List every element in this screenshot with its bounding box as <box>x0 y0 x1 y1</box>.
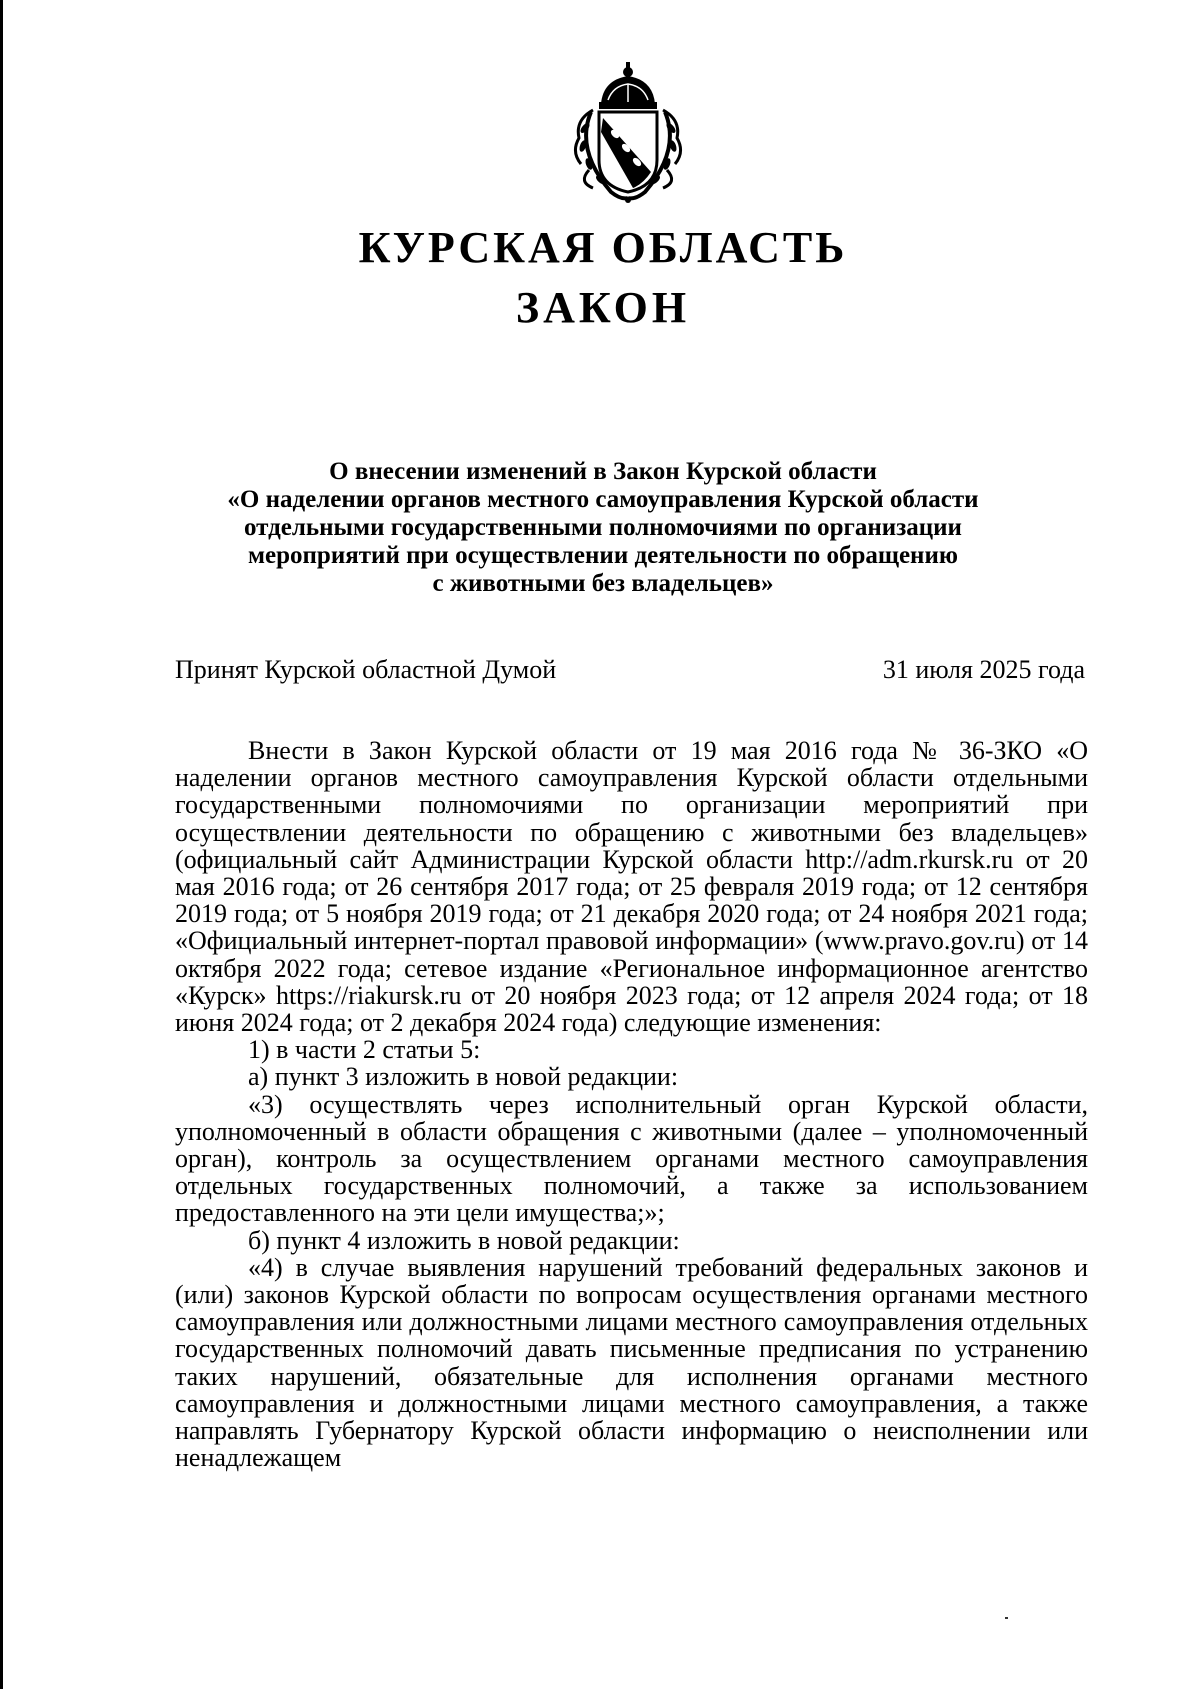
law-title-line: «О наделении органов местного самоуправления Курской области <box>227 486 979 513</box>
body-paragraph: Внести в Закон Курской области от 19 мая 2016 года № 36-ЗКО «О наделении органов местного самоуправления Курской области отдельными государственными полномочиями по организации мероприятий при осуществлении деятельности по обращению с животными без владельцев» (официальный сайт Администрации Курской области http://adm.rkursk.ru от 20 мая 2016 года; от 26 сентября 2017 года; от 25 февраля 2019 года; от 12 сентября 2019 года; от 5 ноября 2019 года; от 21 декабря 2020 года; от 24 ноября 2021 года; «Официальный интернет-портал правовой информации» (www.pravo.gov.ru) от 14 октября 2022 года; сетевое издание «Региональное информационное агентство «Курск» https://riakursk.ru от 20 ноября 2023 года; от 12 апреля 2024 года; от 18 июня 2024 года; от 2 декабря 2024 года) следующие изменения: <box>175 736 1088 1038</box>
law-title-line: мероприятий при осуществлении деятельности по обращению <box>248 542 958 569</box>
body-paragraph: «4) в случае выявления нарушений требований федеральных законов и (или) законов Курской области по вопросам осуществления органами местного самоуправления или должностными лицами местного самоуправления отдельных государственных полномочий давать письменные предписания по устранению таких нарушений, обязательные для исполнения органами местного самоуправления и должностными лицами местного самоуправления, а также направлять Губернатору Курской области информацию о неисполнении или ненадлежащем <box>175 1252 1088 1473</box>
adoption-label: Принят Курской областной Думой <box>175 655 557 684</box>
coat-of-arms-icon <box>563 60 693 205</box>
law-title-line: отдельными государственными полномочиями по организации <box>244 514 962 541</box>
body-paragraph: «3) осуществлять через исполнительный орган Курской области, уполномоченный в области обращения с животными (далее – уполномоченный орган), контроль за осуществлением органами местного самоуправления отдельных государственных полномочий, а также за использованием предоставленного на эти цели имущества;»; <box>175 1089 1088 1228</box>
law-title-line: О внесении изменений в Закон Курской области <box>329 458 877 485</box>
region-name: КУРСКАЯ ОБЛАСТЬ <box>358 223 848 272</box>
law-title <box>153 458 1053 598</box>
body-paragraph: 1) в части 2 статьи 5: <box>248 1035 481 1065</box>
law-body <box>175 737 1088 1471</box>
body-paragraph: а) пункт 3 изложить в новой редакции: <box>248 1062 679 1092</box>
law-title-line: с животными без владельцев» <box>432 570 774 597</box>
document-type: ЗАКОН <box>515 283 691 332</box>
adoption-date: 31 июля 2025 года <box>882 655 1085 684</box>
body-paragraph: б) пункт 4 изложить в новой редакции: <box>248 1225 680 1255</box>
scan-speck <box>1005 1617 1008 1619</box>
